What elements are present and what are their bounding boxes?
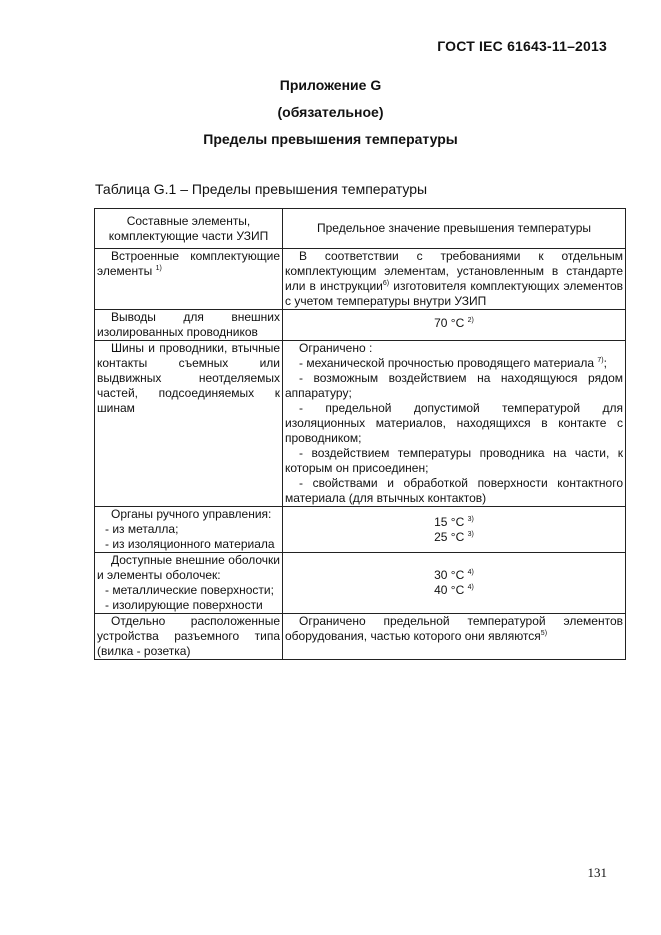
page-number: 131 — [587, 865, 607, 880]
row4-value1-text: 15 °С — [434, 514, 465, 529]
row5-value2-text: 40 °С — [434, 583, 465, 597]
row3-item4: - воздействием температуры проводника на части, к которым он присоединен; — [285, 446, 623, 475]
row4-component-lead: Органы ручного управления: — [111, 507, 272, 521]
row3-item1-end: ; — [603, 356, 607, 370]
document-code: ГОСТ IEC 61643-11–2013 — [437, 38, 607, 54]
row6-footnote: 5) — [540, 630, 548, 637]
row5-value2 — [285, 583, 623, 598]
row3-intro: Ограничено : — [299, 341, 373, 355]
row5-value2-footnote: 4) — [467, 584, 474, 591]
row3-limit — [283, 341, 626, 507]
row1-limit-footnote: 6) — [382, 280, 390, 287]
row1-footnote: 1) — [155, 265, 162, 272]
header-limit-value: Предельное значение превышения температуры — [283, 209, 626, 249]
row4-limit — [283, 507, 626, 553]
row4-value1-footnote: 3) — [467, 515, 474, 523]
row2-component: Выводы для внешних изолированных проводников — [95, 310, 283, 341]
row1-limit-text-a: В соответствии с требованиями к отдельным комплектующим элементам, установленным в стандарте или в инструкции — [285, 249, 623, 293]
row1-limit — [283, 249, 626, 310]
row2-footnote: 2) — [467, 317, 474, 324]
row5-item2: - изолирующие поверхности — [105, 598, 263, 612]
table-row — [95, 614, 626, 660]
row1-component-text: Встроенные комплектующие элементы — [97, 249, 280, 278]
row3-item2: - возможным воздействием на находящуюся рядом аппаратуру; — [285, 371, 623, 400]
row3-item3: - предельной допустимой температурой для изоляционных материалов, находящихся в контакте с проводником; — [285, 401, 623, 445]
row2-limit — [283, 310, 626, 341]
table-row — [95, 310, 626, 341]
row5-value1 — [285, 568, 623, 583]
row6-limit — [283, 614, 626, 660]
row1-component — [95, 249, 283, 310]
table-row — [95, 249, 626, 310]
row4-item1: - из металла; — [105, 522, 179, 536]
row4-value2-text: 25 °С — [434, 529, 465, 544]
row1-limit-text-b: изготовителя комплектующих элементов с учетом температуры внутри УЗИП — [285, 279, 623, 308]
row5-value1-text: 30 °С — [434, 568, 465, 582]
row3-item1 — [285, 356, 623, 371]
table-row — [95, 507, 626, 553]
table-caption: Таблица G.1 – Пределы превышения температуры — [95, 181, 428, 197]
header-components: Составные элементы, комплектующие части УЗИП — [95, 209, 283, 249]
row4-component — [95, 507, 283, 553]
row5-component-lead: Доступные внешние оболочки и элементы оболочек: — [97, 553, 280, 582]
row5-component — [95, 553, 283, 614]
row5-item1: - металлические поверхности; — [105, 583, 274, 597]
appendix-title: Приложение G — [279, 77, 382, 93]
row4-value2-footnote: 3) — [467, 530, 474, 538]
table-row — [95, 553, 626, 614]
row2-limit-value: 70 °С — [434, 316, 465, 330]
table-row — [95, 341, 626, 507]
row4-value2 — [285, 530, 623, 545]
row4-item2: - из изоляционного материала — [105, 537, 275, 551]
appendix-status: (обязательное) — [277, 104, 384, 120]
row4-value1 — [285, 515, 623, 530]
row3-item1-footnote: 7) — [597, 357, 604, 364]
row3-component: Шины и проводники, втычные контакты съемных или выдвижных неотделяемых частей, подсоединяемых к шинам — [95, 341, 283, 507]
row3-item1-text: - механической прочностью проводящего материала — [299, 356, 595, 370]
appendix-subtitle: Пределы превышения температуры — [203, 131, 458, 147]
table-header-row — [95, 209, 626, 249]
row6-limit-text: Ограничено предельной температурой элементов оборудования, частью которого они являются — [285, 614, 623, 643]
temperature-limits-table — [94, 208, 626, 660]
row5-value1-footnote: 4) — [467, 569, 474, 576]
row5-limit — [283, 553, 626, 614]
row3-item5: - свойствами и обработкой поверхности контактного материала (для втычных контактов) — [285, 476, 623, 505]
row6-component: Отдельно расположенные устройства разъемного типа (вилка - розетка) — [95, 614, 283, 660]
